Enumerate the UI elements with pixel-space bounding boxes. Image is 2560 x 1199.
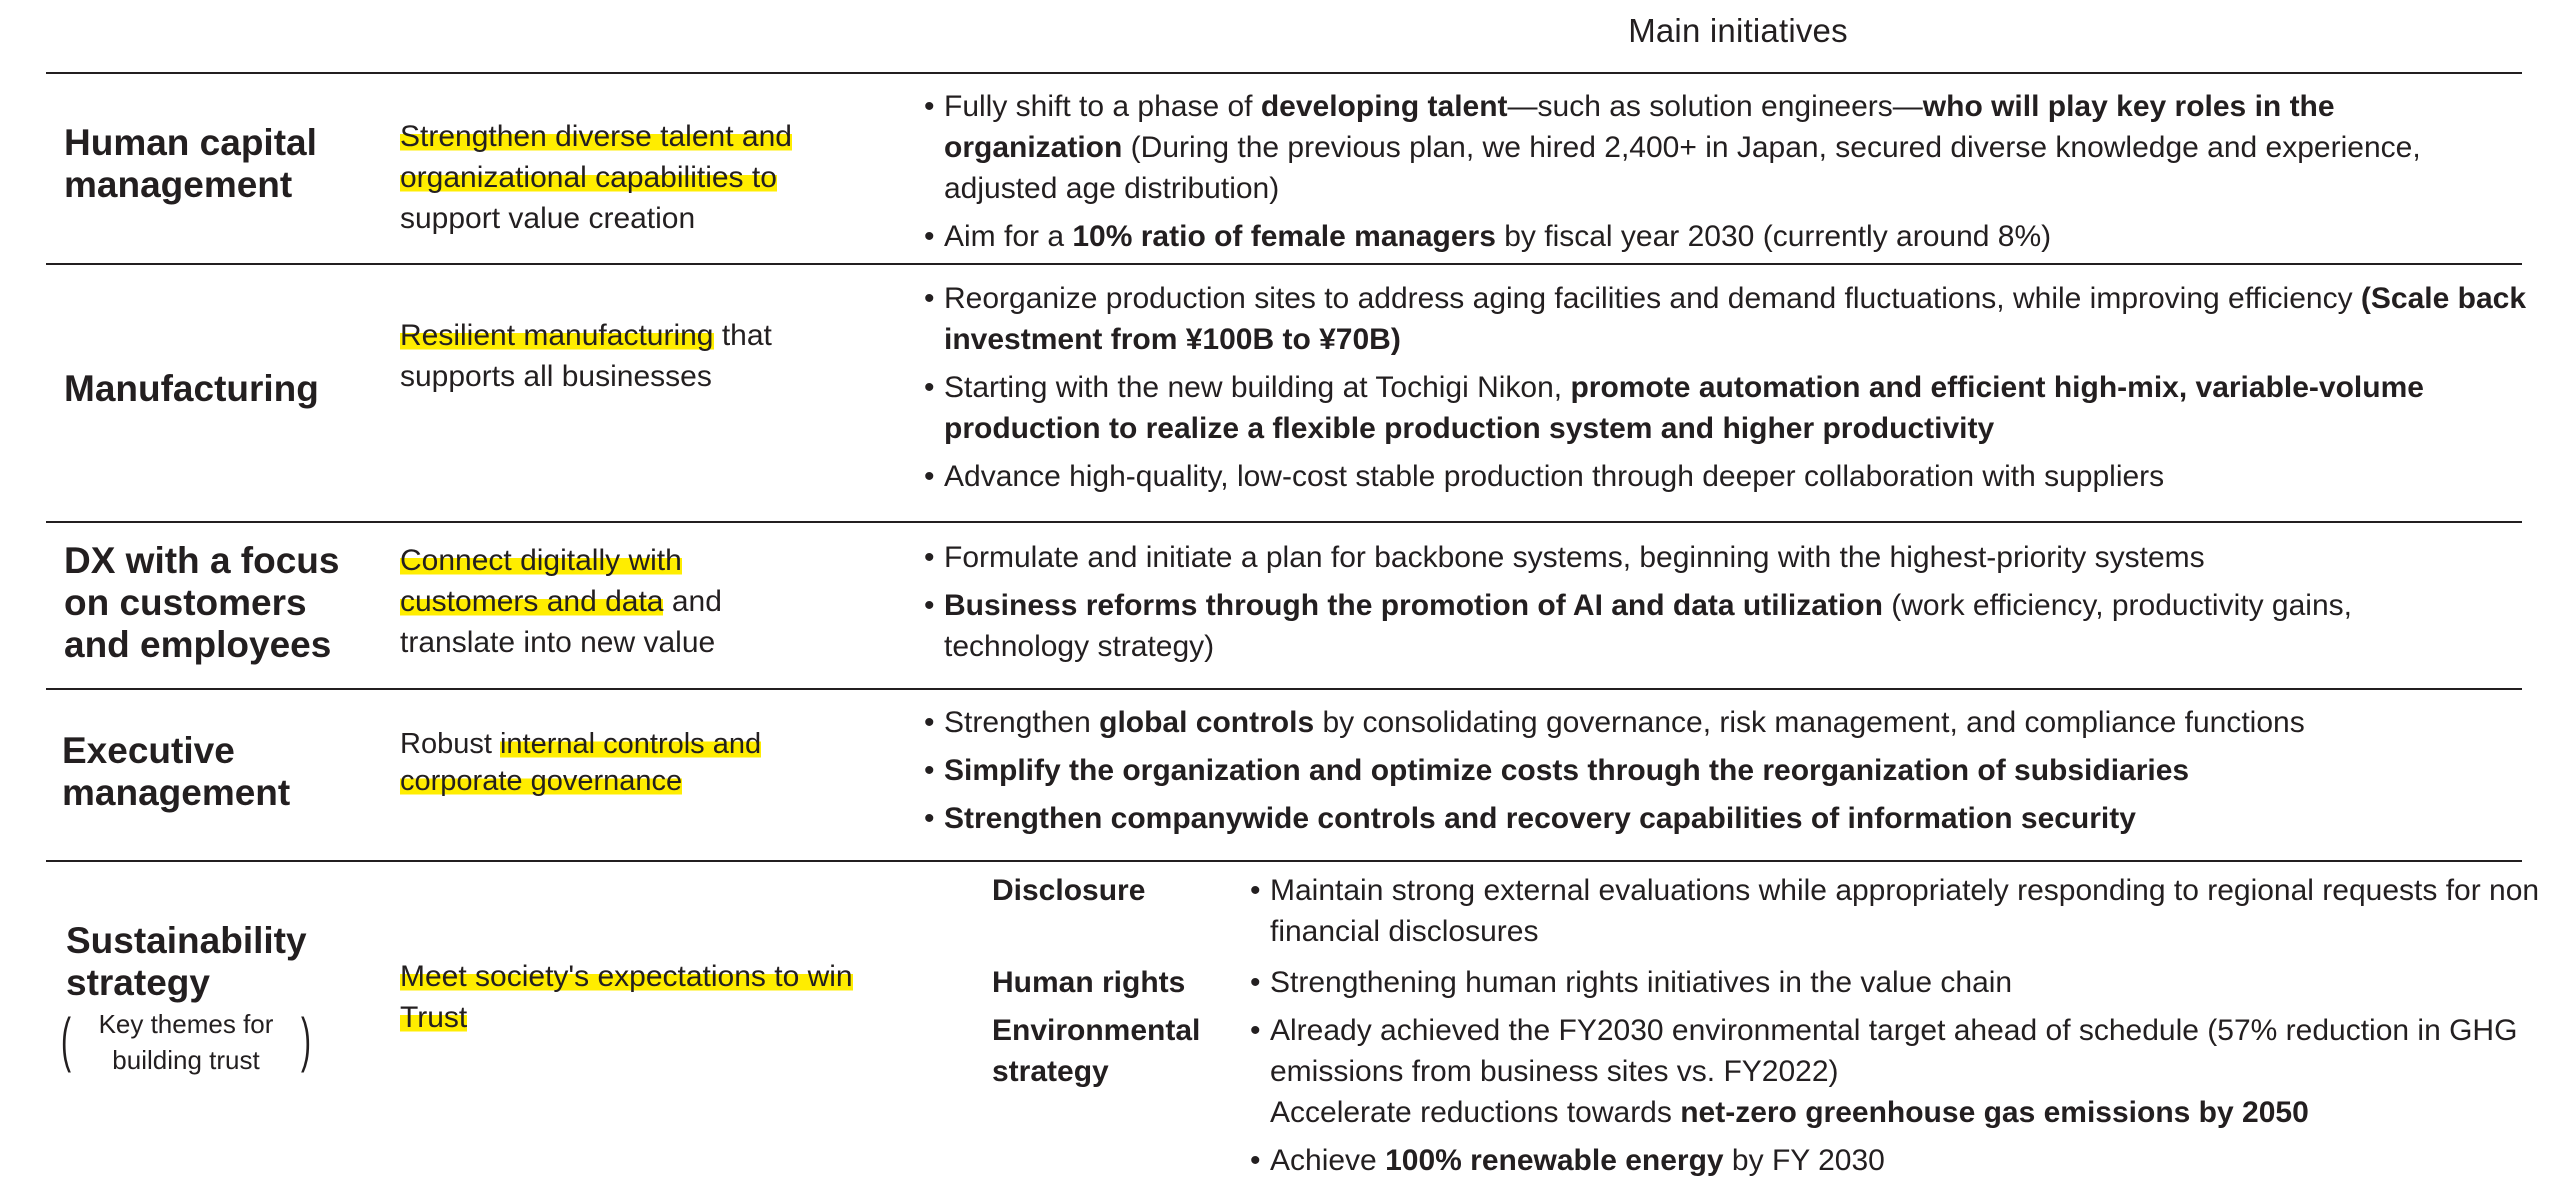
sub-theme-list: [1250, 870, 2540, 959]
goal-text: and translate into new value: [400, 585, 722, 659]
initiative-text: by FY 2030: [1723, 1144, 1885, 1177]
sub-theme-list: [1250, 1010, 2540, 1188]
initiative-bold: 100% renewable energy: [1385, 1144, 1724, 1177]
initiative-item: [924, 86, 2514, 209]
goal-text: Robust: [400, 728, 500, 760]
initiative-text: Formulate and initiate a plan for backbone systems, beginning with the highest-priority systems: [944, 541, 2205, 574]
theme-title: Manufacturing: [64, 368, 319, 409]
initiative-list: [924, 702, 2524, 846]
initiative-item: [1250, 962, 2540, 1003]
initiative-text: Fully shift to a phase of: [944, 90, 1261, 123]
row-human-capital: [46, 74, 2522, 264]
paren-left: (: [60, 1006, 71, 1073]
theme-subtitle: [60, 1006, 312, 1078]
initiative-item: [1250, 1010, 2540, 1133]
theme-subtitle-line: building trust: [112, 1045, 260, 1075]
row-executive: [46, 690, 2522, 860]
initiative-text: by consolidating governance, risk management, and compliance functions: [1314, 706, 2305, 739]
goal-highlight: internal controls and corporate governance: [400, 728, 762, 797]
initiative-list: [924, 537, 2504, 674]
goal-text: support value creation: [400, 202, 696, 235]
theme-title: Sustainability strategy: [66, 920, 307, 1003]
initiative-text: Maintain strong external evaluations while appropriately responding to regional requests for non financial disclosures: [1270, 874, 2540, 948]
initiative-bold: (Scale back investment from ¥100B to ¥70B): [944, 282, 2527, 356]
initiative-item: [924, 537, 2504, 578]
initiative-list: [924, 86, 2514, 264]
theme-goal: [400, 315, 870, 397]
sub-theme-label: Environmental strategy: [992, 1014, 1201, 1088]
initiative-text: Strengthen: [944, 706, 1100, 739]
sub-theme-label: Human rights: [992, 966, 1186, 999]
initiative-bold: net-zero greenhouse gas emissions by 2050: [1680, 1096, 2309, 1129]
initiative-text: by fiscal year 2030 (currently around 8%): [1495, 220, 2052, 253]
initiative-text: Achieve: [1270, 1144, 1386, 1177]
row-manufacturing: [46, 265, 2527, 520]
goal-highlight: Connect digitally with customers and data: [400, 544, 682, 618]
initiative-item: [924, 750, 2524, 791]
initiative-list: [924, 278, 2544, 504]
sub-theme-label: Disclosure: [992, 874, 1146, 907]
theme-goal: [400, 956, 860, 1038]
initiative-bold: Simplify the organization and optimize costs through the reorganization of subsidiaries: [944, 754, 2190, 787]
initiative-item: [924, 702, 2524, 743]
initiative-text: (During the previous plan, we hired 2,400+ in Japan, secured diverse knowledge and experience, adjusted age distribution): [944, 131, 2421, 205]
theme-goal: [400, 116, 880, 239]
goal-highlight: Strengthen diverse talent and organizational capabilities to: [400, 120, 792, 194]
initiative-item: [1250, 1140, 2540, 1181]
initiative-text: Aim for a: [944, 220, 1073, 253]
initiative-bold: 10% ratio of female managers: [1072, 220, 1496, 253]
goal-text: that supports all businesses: [400, 319, 772, 393]
initiative-text: (work efficiency, productivity gains, technology strategy): [944, 589, 2352, 663]
initiative-text: Strengthening human rights initiatives in the value chain: [1270, 966, 2013, 999]
initiative-item: [924, 367, 2544, 449]
theme-goal: [400, 540, 780, 663]
theme-title: DX with a focus on customers and employees: [64, 540, 340, 665]
main-initiatives-heading: Main initiatives: [1628, 12, 1848, 49]
paren-right: ): [301, 1006, 312, 1073]
initiative-text: Accelerate reductions towards: [1270, 1096, 1681, 1129]
goal-highlight: Meet society's expectations to win Trust: [400, 960, 853, 1034]
initiative-item: [924, 456, 2544, 497]
row-sustainability: [46, 862, 2540, 1197]
theme-title: Executive management: [62, 730, 291, 813]
theme-goal: [400, 726, 850, 800]
initiative-bold: Strengthen companywide controls and recovery capabilities of information security: [944, 802, 2136, 835]
initiative-bold: Business reforms through the promotion of AI and data utilization: [944, 589, 1883, 622]
initiative-text: Starting with the new building at Tochigi Nikon,: [944, 371, 1571, 404]
initiative-text: —such as solution engineers—: [1507, 90, 1923, 123]
theme-subtitle-line: Key themes for: [98, 1009, 274, 1039]
initiative-item: [924, 216, 2514, 257]
goal-highlight: Resilient manufacturing: [400, 319, 714, 352]
initiative-item: [924, 278, 2544, 360]
initiative-text: Reorganize production sites to address aging facilities and demand fluctuations, while improving efficiency: [944, 282, 2361, 315]
initiative-item: [1250, 870, 2540, 952]
initiative-line: [1270, 1092, 2540, 1133]
theme-title: Human capital management: [64, 122, 317, 205]
initiative-item: [924, 798, 2524, 839]
initiative-bold: who will play key roles in the organization: [944, 90, 2335, 164]
row-dx: [46, 523, 2522, 688]
initiative-text: Already achieved the FY2030 environmental target ahead of schedule (57% reduction in GHG emissions from business sites vs. FY2022): [1270, 1014, 2518, 1088]
initiative-text: Advance high-quality, low-cost stable production through deeper collaboration with suppliers: [944, 460, 2165, 493]
initiative-item: [924, 585, 2504, 667]
initiative-bold: global controls: [1099, 706, 1315, 739]
sub-theme-list: [1250, 962, 2540, 1010]
initiative-bold: developing talent: [1260, 90, 1508, 123]
initiative-bold: promote automation and efficient high-mix, variable-volume production to realize a flexible production system and higher productivity: [944, 371, 2424, 445]
